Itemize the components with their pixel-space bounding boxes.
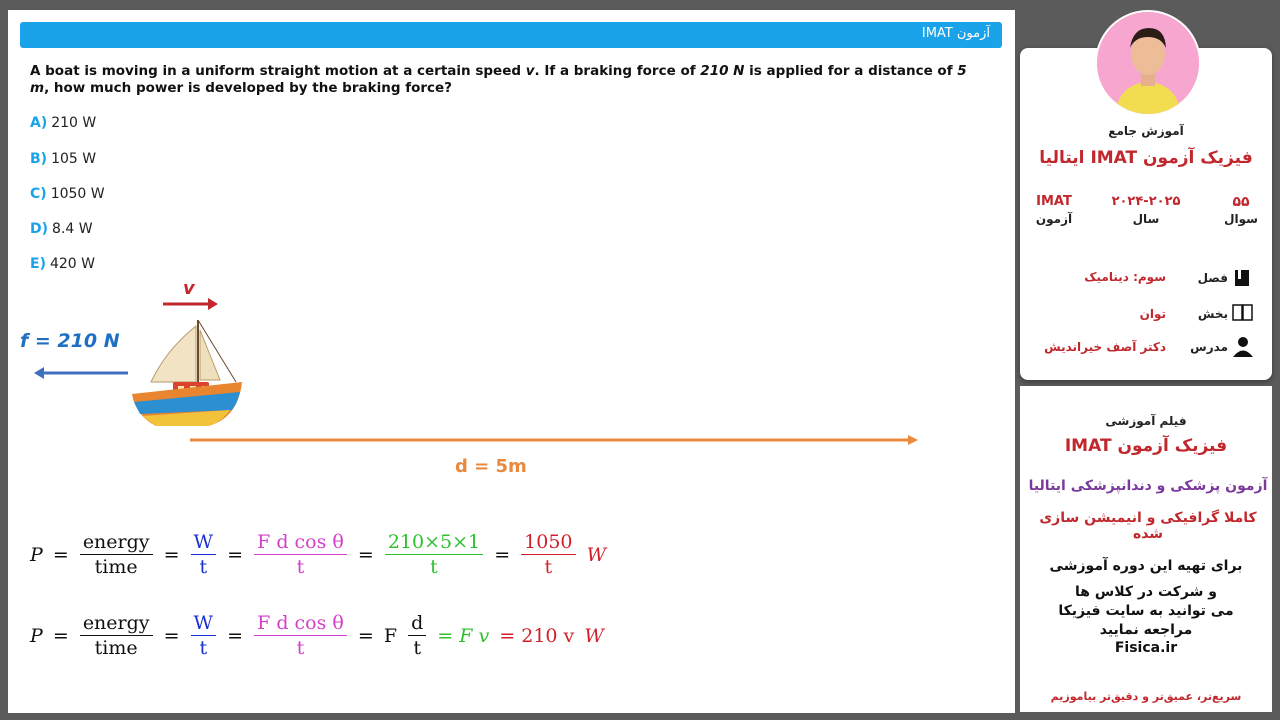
info-section-value: توان: [1139, 307, 1166, 321]
frac-fdcos-t-2: $\frac{\text{F d cos θ}}{t}$: [254, 611, 347, 660]
cta-line-1: برای تهیه این دوره آموزشی: [1049, 558, 1243, 574]
film-title: فیزیک آزمون IMAT: [1064, 436, 1228, 456]
option-b[interactable]: B) 105 W: [30, 151, 97, 167]
stat-exam-value: IMAT: [1036, 194, 1072, 209]
site-link[interactable]: Fisica.ir: [1114, 640, 1178, 656]
formula-line-1: P = $\frac{\text{energy}}{\text{time}}$ = $\frac{W}{t}$ = $\frac{\text{F d cos θ}}{t}$ = $\frac{210\times 5\times 1}{t}$ = $\frac{1050}{t}$ W: [30, 531, 607, 578]
info-section-key: بخش: [1197, 307, 1228, 321]
user-icon: [1232, 336, 1254, 358]
force-label: f = 210 N: [20, 330, 120, 352]
promo-line-2: کاملا گرافیکی و انیمیشن سازی شده: [1039, 510, 1257, 542]
distance-label: d = 5m: [455, 456, 527, 477]
frac-w-t: $\frac{W}{t}$: [191, 530, 217, 579]
frac-subst-t: $\frac{210\times 5\times 1}{t}$: [385, 530, 483, 579]
stat-exam-label: آزمون: [1035, 212, 1073, 226]
info-chapter-key: فصل: [1197, 271, 1228, 285]
stat-count-value: ۵۵: [1232, 194, 1250, 210]
boat-icon: [132, 320, 242, 426]
main-panel: [8, 10, 1015, 713]
stat-year-value: ۲۰۲۴-۲۰۲۵: [1111, 194, 1181, 209]
cta-line-3: می توانید به سایت فیزیکا: [1058, 603, 1234, 619]
teacher-avatar: [1095, 10, 1201, 116]
info-teacher-key: مدرس: [1190, 340, 1228, 354]
promo-line-1: آزمون پزشکی و دندانپزشکی ایتالیا: [1028, 478, 1268, 494]
question-text: A boat is moving in a uniform straight motion at a certain speed v. If a braking force of 210 N is applied for a distance of 5 m, how much power is developed by the braking force?: [30, 63, 967, 96]
info-chapter-value: سوم: دینامیک: [1084, 270, 1166, 284]
slogan: سریع‌تر، عمیق‌تر و دقیق‌تر بیاموزیم: [1050, 690, 1242, 703]
cta-line-2: و شرکت در کلاس ها: [1075, 584, 1217, 600]
frac-energy-time: $\frac{\text{energy}}{\text{time}}$: [80, 530, 153, 579]
velocity-arrow: [163, 298, 218, 310]
frac-w-t-2: $\frac{W}{t}$: [191, 611, 217, 660]
frac-energy-time-2: $\frac{\text{energy}}{\text{time}}$: [80, 611, 153, 660]
distance-arrow: [190, 435, 918, 445]
frac-fdcos-t: $\frac{\text{F d cos θ}}{t}$: [254, 530, 347, 579]
option-c[interactable]: C) 1050 W: [30, 186, 105, 202]
stat-count-label: سوال: [1224, 212, 1258, 226]
cta-line-4: مراجعه نمایید: [1099, 622, 1193, 638]
promo-panel: [1020, 386, 1272, 712]
course-title: فیزیک آزمون IMAT ایتالیا: [1039, 148, 1253, 168]
book-icon: [1232, 268, 1252, 288]
frac-d-t: $\frac{d}{t}$: [408, 611, 426, 660]
formula-line-2: P = $\frac{\text{energy}}{\text{time}}$ = $\frac{W}{t}$ = $\frac{\text{F d cos θ}}{t}$ = F $\frac{d}{t}$ = F v = 210 v W: [30, 612, 604, 659]
teacher-photo-icon: [1097, 12, 1199, 114]
option-d[interactable]: D) 8.4 W: [30, 221, 93, 237]
option-e[interactable]: E) 420 W: [30, 256, 95, 272]
velocity-label: v: [183, 278, 195, 299]
frac-result-t: $\frac{1050}{t}$: [521, 530, 575, 579]
force-arrow: [34, 367, 128, 379]
open-book-icon: [1232, 303, 1254, 323]
course-small-label: آموزش جامع: [1108, 124, 1184, 138]
film-label: فیلم آموزشی: [1105, 414, 1187, 428]
info-teacher-value: دکتر آصف خیراندیش: [1044, 340, 1166, 354]
option-a[interactable]: A) 210 W: [30, 115, 97, 131]
header-title: آزمون IMAT: [921, 26, 990, 41]
diagram-arrows: [8, 290, 1008, 460]
stat-year-label: سال: [1132, 212, 1160, 226]
header-bar: [20, 22, 1002, 48]
